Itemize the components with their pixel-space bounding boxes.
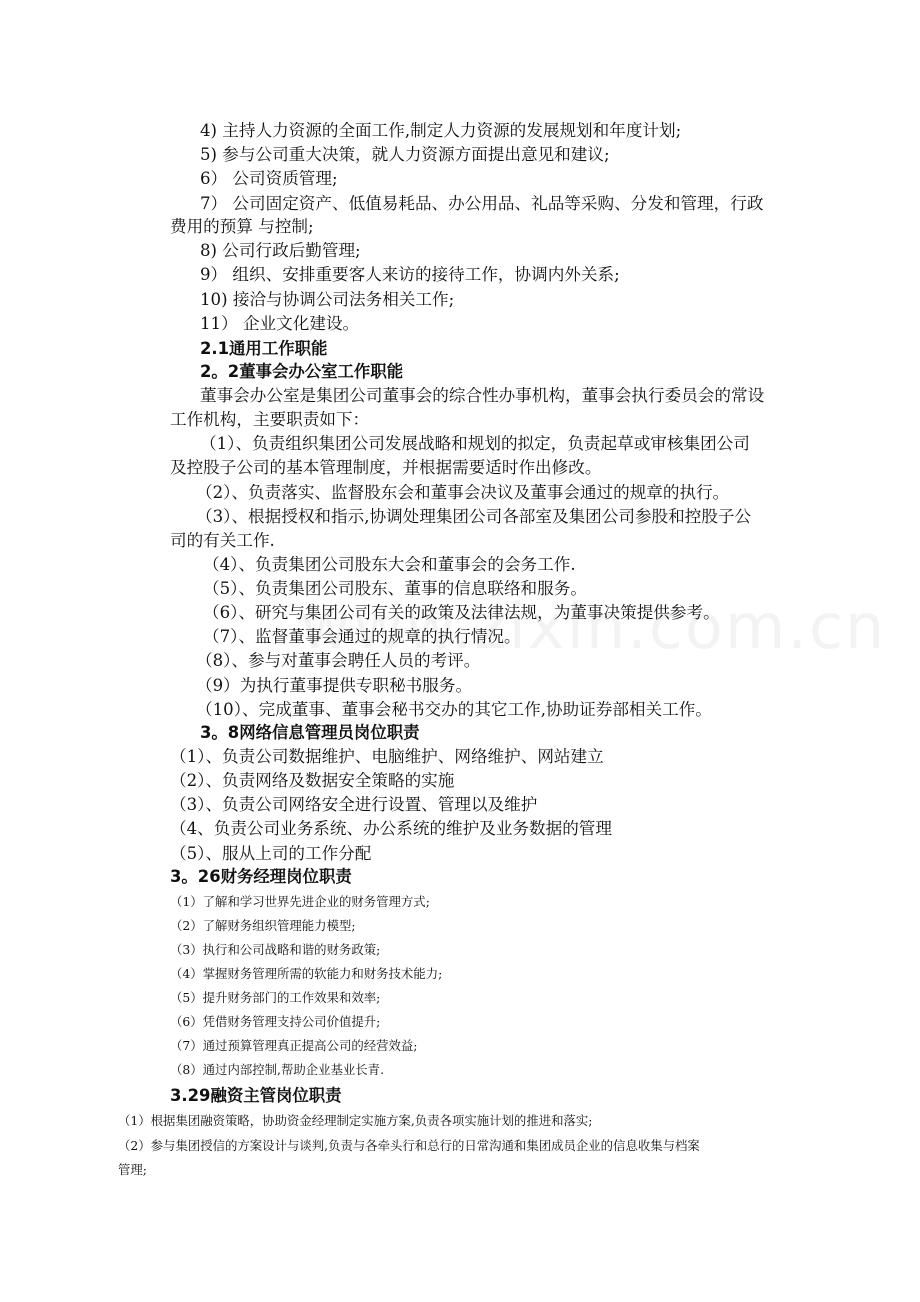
board-duty-2: （2）、负责落实、监督股东会和董事会决议及董事会通过的规章的执行。 [196,483,730,502]
hr-duty-4: 4) 主持人力资源的全面工作,制定人力资源的发展规划和年度计划; [200,121,682,140]
heading-2-2: 2。2董事会办公室工作职能 [200,362,404,381]
network-duty-5: （5）、服从上司的工作分配 [170,844,372,863]
network-duty-4: （4、负责公司业务系统、办公系统的维护及业务数据的管理 [170,819,612,838]
finance-duty-7: （7）通过预算管理真正提高公司的经营效益; [170,1038,418,1053]
finance-duty-8: （8）通过内部控制,帮助企业基业长青. [170,1062,385,1077]
heading-3-29: 3.29融资主管岗位职责 [170,1086,342,1105]
hr-duty-11: 11） 企业文化建设。 [200,314,360,333]
network-duty-2: （2）、负责网络及数据安全策略的实施 [170,771,455,790]
finance-duty-3: （3）执行和公司战略和谐的财务政策; [170,942,381,957]
hr-duty-6: 6） 公司资质管理; [200,169,338,188]
finance-duty-2: （2）了解财务组织管理能力模型; [170,918,356,933]
financing-duty-2: （2）参与集团授信的方案设计与谈判,负责与各牵头行和总行的日常沟通和集团成员企业的信息收集与档案 [118,1138,700,1153]
board-office-intro: 董事会办公室是集团公司董事会的综合性办事机构，董事会执行委员会的常设 [200,386,765,405]
hr-duty-10: 10) 接洽与协调公司法务相关工作; [200,290,455,309]
heading-3-8: 3。8网络信息管理员岗位职责 [200,723,420,742]
hr-duty-5: 5) 参与公司重大决策，就人力资源方面提出意见和建议; [200,145,610,164]
hr-duty-7: 7） 公司固定资产、低值易耗品、办公用品、礼品等采购、分发和管理，行政 [200,194,764,213]
board-duty-1-cont: 及控股子公司的基本管理制度，并根据需要适时作出修改。 [170,458,602,477]
heading-2-1: 2.1通用工作职能 [200,339,328,358]
financing-duty-2-cont: 管理; [118,1162,147,1177]
hr-duty-7-cont: 费用的预算 与控制; [170,217,314,236]
board-duty-1: （1）、负责组织集团公司发展战略和规划的拟定，负责起草或审核集团公司 [200,434,750,453]
board-duty-3: （3）、根据授权和指示,协调处理集团公司各部室及集团公司参股和控股子公 [196,507,752,526]
finance-duty-5: （5）提升财务部门的工作效果和效率; [170,990,381,1005]
board-duty-10: （10）、完成董事、董事会秘书交办的其它工作,协助证券部相关工作。 [196,700,712,719]
finance-duty-4: （4）掌握财务管理所需的软能力和财务技术能力; [170,966,443,981]
finance-duty-1: （1）了解和学习世界先进企业的财务管理方式; [170,894,430,909]
hr-duty-8: 8) 公司行政后勤管理; [200,241,361,260]
board-duty-8: （8）、参与对董事会聘任人员的考评。 [196,651,481,670]
board-duty-9: （9）为执行董事提供专职秘书服务。 [196,676,473,695]
hr-duty-9: 9） 组织、安排重要客人来访的接待工作，协调内外关系; [200,265,620,284]
board-duty-3-cont: 司的有关工作. [170,531,275,550]
financing-duty-1: （1）根据集团融资策略，协助资金经理制定实施方案,负责各项实施计划的推进和落实; [118,1113,593,1128]
board-duty-7: （7）、监督董事会通过的规章的执行情况。 [203,627,521,646]
board-duty-4: （4）、负责集团公司股东大会和董事会的会务工作. [203,555,576,574]
network-duty-3: （3）、负责公司网络安全进行设置、管理以及维护 [170,795,538,814]
network-duty-1: （1）、负责公司数据维护、电脑维护、网络维护、网站建立 [170,747,604,766]
finance-duty-6: （6）凭借财务管理支持公司价值提升; [170,1014,381,1029]
board-duty-6: （6）、研究与集团公司有关的政策及法律法规，为董事决策提供参考。 [203,603,720,622]
heading-3-26: 3。26财务经理岗位职责 [170,867,352,886]
board-duty-5: （5）、负责集团公司股东、董事的信息联络和服务。 [203,579,587,598]
board-office-intro-cont: 工作机构，主要职责如下： [170,410,370,429]
